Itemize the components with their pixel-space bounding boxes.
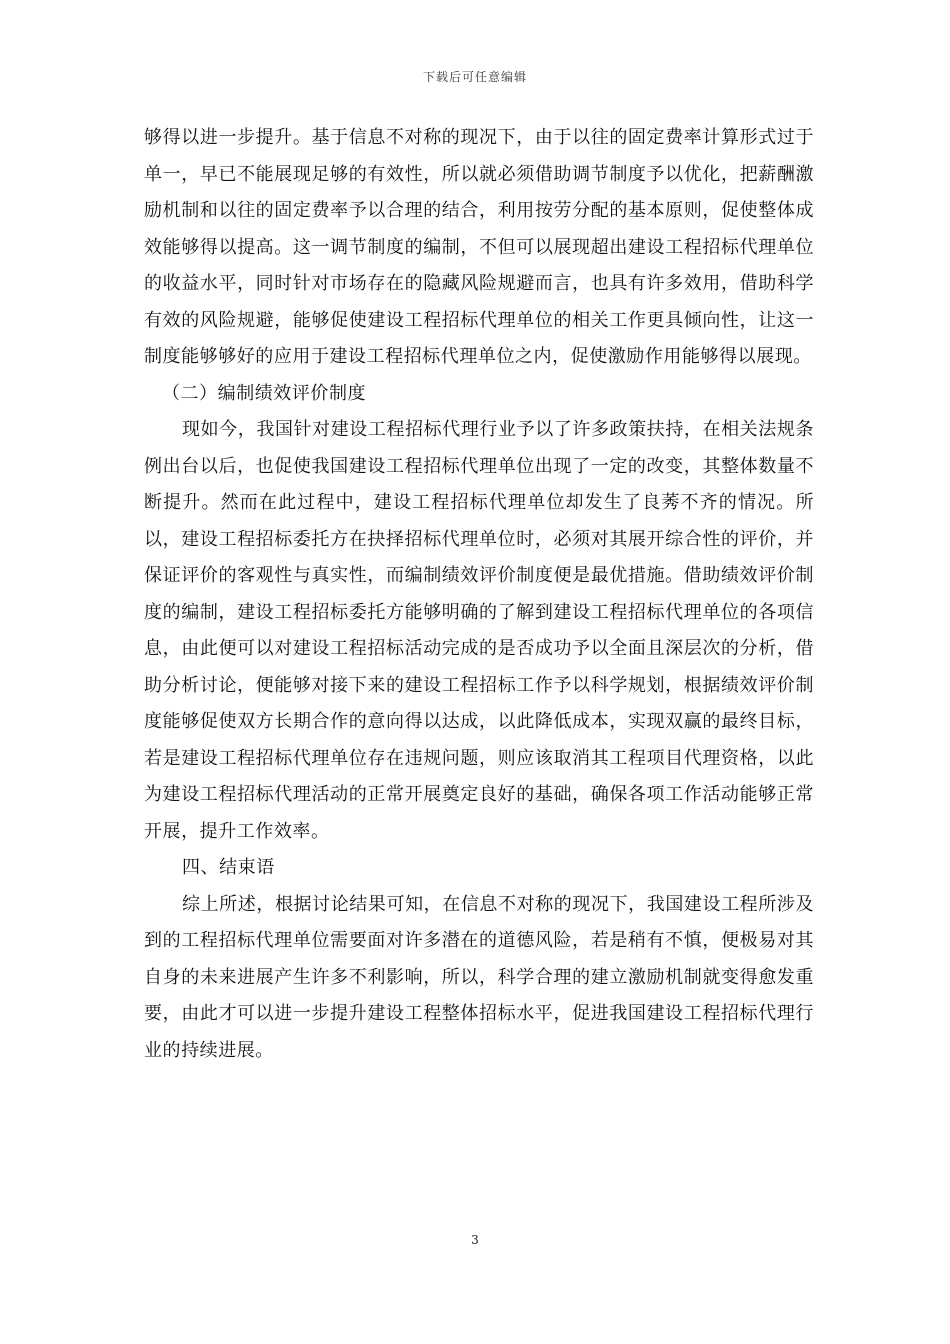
page-number: 3 bbox=[471, 1233, 479, 1247]
section-heading-conclusion: 四、结束语 bbox=[182, 857, 275, 878]
paragraph-conclusion: 综上所述，根据讨论结果可知，在信息不对称的现况下，我国建设工程所涉及到的工程招标代理单位需要面对许多潜在的道德风险，若是稍有不慎，便极易对其自身的未来进展产生许多不利影响，所以，科学合理的建立激励机制就变得愈发重要，由此才可以进一步提升建设工程整体招标水平，促进我国建设工程招标代理行业的持续进展。 bbox=[144, 893, 814, 1061]
paragraph-continuation: 够得以进一步提升。基于信息不对称的现况下，由于以往的固定费率计算形式过于单一，早已不能展现足够的有效性，所以就必须借助调节制度予以优化，把薪酬激励机制和以往的固定费率予以合理的结合，利用按劳分配的基本原则，促使整体成效能够得以提高。这一调节制度的编制，不但可以展现超出建设工程招标代理单位的收益水平，同时针对市场存在的隐藏风险规避而言，也具有许多效用，借助科学有效的风险规避，能够促使建设工程招标代理单位的相关工作更具倾向性，让这一制度能够够好的应用于建设工程招标代理单位之内，促使激励作用能够得以展现。 bbox=[144, 127, 814, 367]
paragraph-performance-evaluation: 现如今，我国针对建设工程招标代理行业予以了许多政策扶持，在相关法规条例出台以后，也促使我国建设工程招标代理单位出现了一定的改变，其整体数量不断提升。然而在此过程中，建设工程招标代理单位却发生了良莠不齐的情况。所以，建设工程招标委托方在抉择招标代理单位时，必须对其展开综合性的评价，并保证评价的客观性与真实性，而编制绩效评价制度便是最优措施。借助绩效评价制度的编制，建设工程招标委托方能够明确的了解到建设工程招标代理单位的各项信息，由此便可以对建设工程招标活动完成的是否成功予以全面且深层次的分析，借助分析讨论，便能够对接下来的建设工程招标工作予以科学规划，根据绩效评价制度能够促使双方长期合作的意向得以达成，以此降低成本，实现双赢的最终目标，若是建设工程招标代理单位存在违规问题，则应该取消其工程项目代理资格，以此为建设工程招标代理活动的正常开展奠定良好的基础，确保各项工作活动能够正常开展，提升工作效率。 bbox=[144, 419, 814, 842]
document-body bbox=[144, 120, 814, 1069]
page-header: 下载后可任意编辑 bbox=[422, 70, 527, 84]
section-heading-performance-evaluation: （二）编制绩效评价制度 bbox=[162, 382, 367, 404]
